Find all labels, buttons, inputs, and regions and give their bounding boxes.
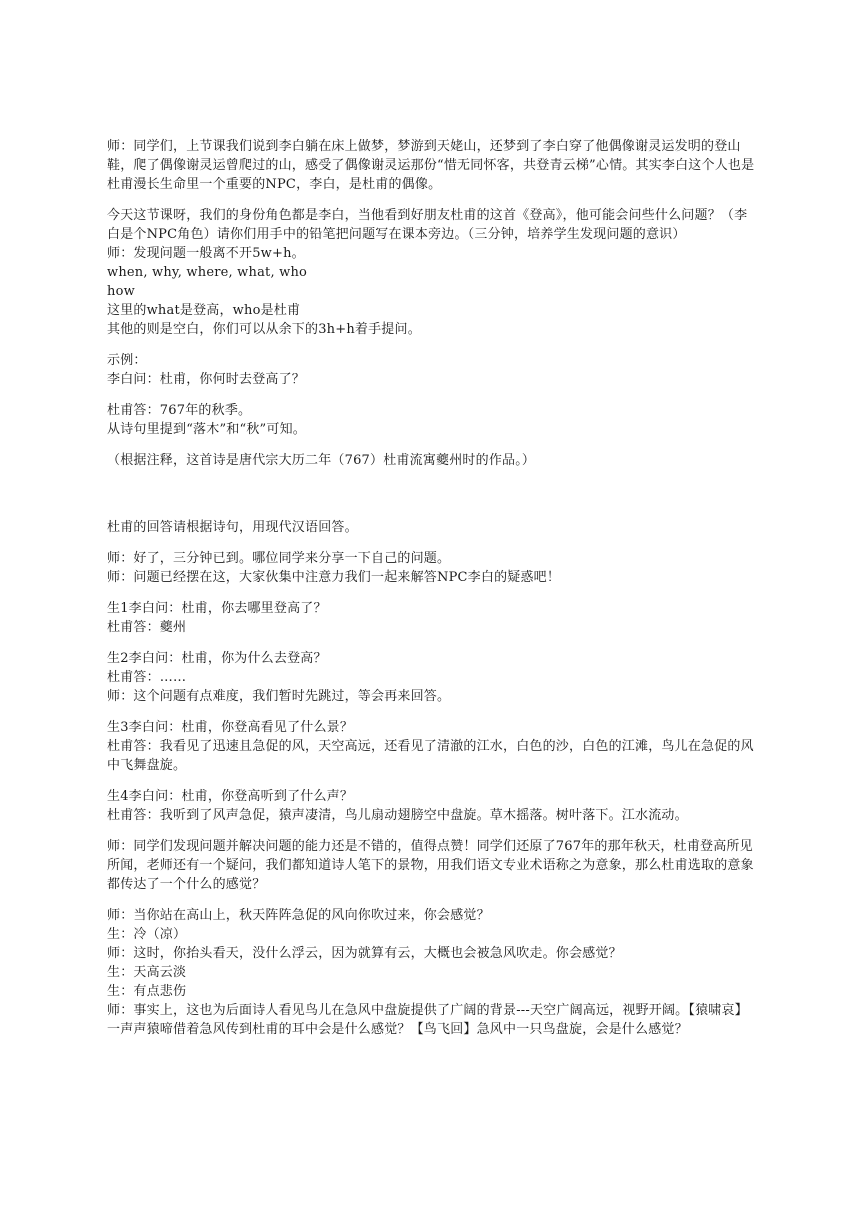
paragraph — [107, 837, 755, 894]
text-line: 从诗句里提到“落木”和“秋”可知。 — [107, 422, 306, 437]
text-line: when, why, where, what, who — [107, 265, 308, 280]
text-line: 杜甫答：夔州 — [107, 620, 187, 635]
paragraph — [107, 718, 755, 775]
paragraph — [107, 906, 755, 1039]
paragraph — [107, 451, 755, 470]
text-line: 师：当你站在高山上，秋天阵阵急促的风向你吹过来，你会感觉？ — [107, 908, 490, 923]
text-line: how — [107, 284, 135, 299]
text-line: 今天这节课呀，我们的身份角色都是李白，当他看到好朋友杜甫的这首《登高》，他可能会问些什么问题？（李白是个NPC角色）请你们用手中的铅笔把问题写在课本旁边。（三分钟，培养学生发现问题的意识） — [107, 208, 748, 242]
text-line: 师：好了，三分钟已到。哪位同学来分享一下自己的问题。 — [107, 551, 451, 566]
text-line: 杜甫答：我听到了风声急促，猿声凄清，鸟儿扇动翅膀空中盘旋。草木摇落。树叶落下。江水流动。 — [107, 808, 688, 823]
text-line: 杜甫答：我看见了迅速且急促的风，天空高远，还看见了清澈的江水，白色的沙，白色的江滩，鸟儿在急促的风中飞舞盘旋。 — [107, 739, 754, 773]
text-line: 杜甫答：…… — [107, 670, 187, 685]
text-line: 生1李白问：杜甫，你去哪里登高了？ — [107, 601, 327, 616]
paragraph — [107, 787, 755, 825]
text-line: 生：天高云淡 — [107, 965, 187, 980]
text-line: 生2李白问：杜甫，你为什么去登高？ — [107, 651, 327, 666]
paragraph — [107, 549, 755, 587]
paragraph — [107, 599, 755, 637]
paragraph — [107, 401, 755, 439]
text-line: 师：事实上，这也为后面诗人看见鸟儿在急风中盘旋提供了广阔的背景---天空广阔高远，视野开阔。【猿啸哀】一声声猿啼借着急风传到杜甫的耳中会是什么感觉？【鸟飞回】急风中一只鸟盘旋，会是什么感觉？ — [107, 1003, 748, 1037]
text-line: 其他的则是空白，你们可以从余下的3h+h着手提问。 — [107, 322, 421, 337]
text-line: 这里的what是登高，who是杜甫 — [107, 303, 301, 318]
paragraph — [107, 206, 755, 339]
text-line: 师：问题已经摆在这，大家伙集中注意力我们一起来解答NPC李白的疑惑吧！ — [107, 570, 561, 585]
text-line: 生4李白问：杜甫，你登高听到了什么声？ — [107, 789, 354, 804]
text-line: 师：这个问题有点难度，我们暂时先跳过，等会再来回答。 — [107, 689, 451, 704]
text-line: 师：同学们，上节课我们说到李白躺在床上做梦，梦游到天姥山，还梦到了李白穿了他偶像谢灵运发明的登山鞋，爬了偶像谢灵运曾爬过的山，感受了偶像谢灵运那份“惜无同怀客，共登青云梯”心情。其实李白这个人也是杜甫漫长生命里一个重要的NPC，李白，是杜甫的偶像。 — [107, 139, 755, 192]
spacer — [107, 482, 755, 518]
text-line: 师：这时，你抬头看天，没什么浮云，因为就算有云，大概也会被急风吹走。你会感觉？ — [107, 946, 622, 961]
text-line: 师：发现问题一般离不开5w+h。 — [107, 246, 305, 261]
paragraph — [107, 351, 755, 389]
text-line: 示例： — [107, 353, 147, 368]
text-line: 杜甫答：767年的秋季。 — [107, 403, 252, 418]
text-line: 杜甫的回答请根据诗句，用现代汉语回答。 — [107, 520, 358, 535]
text-line: 生：有点悲伤 — [107, 984, 187, 999]
document-body — [107, 137, 755, 1051]
text-line: 师：同学们发现问题并解决问题的能力还是不错的，值得点赞！同学们还原了767年的那年秋天，杜甫登高所见所闻，老师还有一个疑问，我们都知道诗人笔下的景物，用我们语文专业术语称之为意象，那么杜甫选取的意象都传达了一个什么的感觉？ — [107, 839, 754, 892]
text-line: 生：冷（凉） — [107, 927, 187, 942]
text-line: 李白问：杜甫，你何时去登高了？ — [107, 372, 306, 387]
paragraph — [107, 649, 755, 706]
paragraph — [107, 137, 755, 194]
text-line: 生3李白问：杜甫，你登高看见了什么景？ — [107, 720, 354, 735]
paragraph — [107, 518, 755, 537]
text-line: （根据注释，这首诗是唐代宗大历二年（767）杜甫流寓夔州时的作品。） — [107, 453, 536, 468]
